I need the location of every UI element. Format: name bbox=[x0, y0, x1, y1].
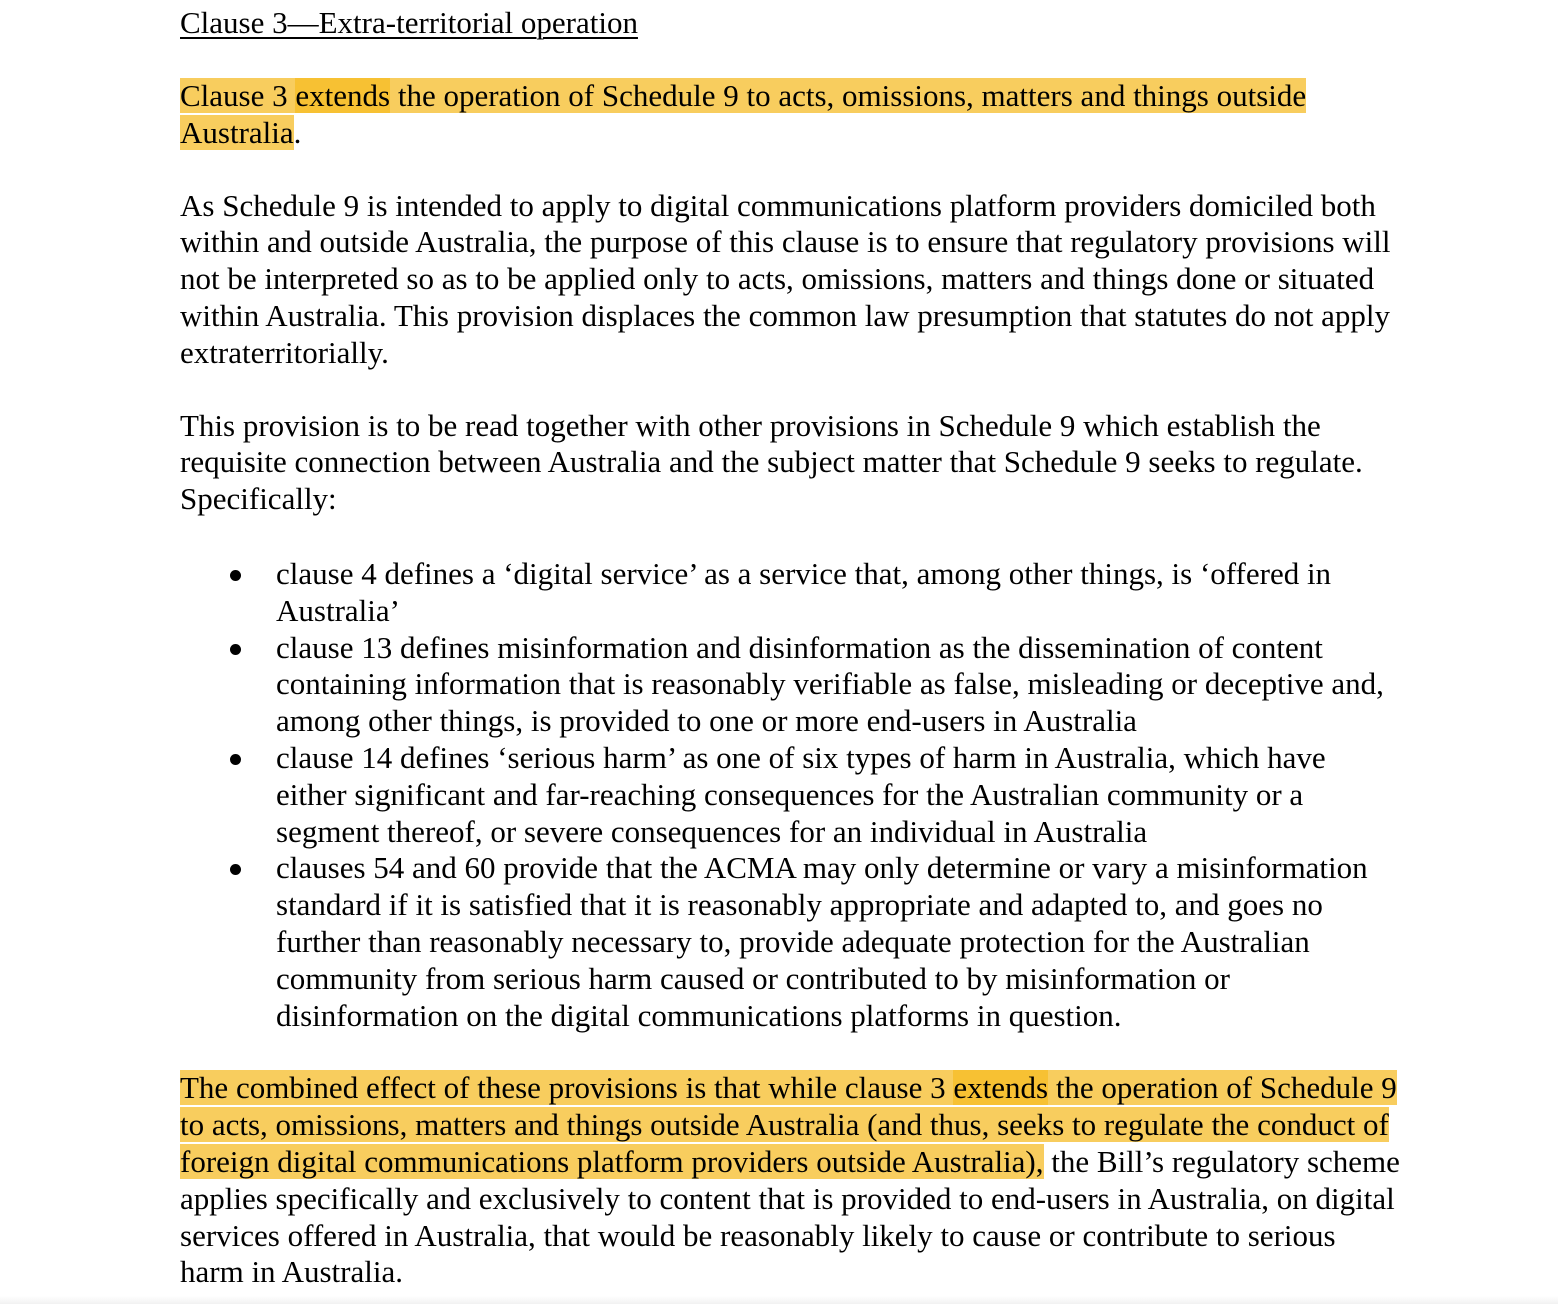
list-item bbox=[180, 556, 1400, 630]
bottom-edge-shadow bbox=[0, 1296, 1558, 1304]
section-heading: Clause 3—Extra-territorial operation bbox=[180, 5, 638, 40]
bullet-icon bbox=[230, 644, 241, 655]
list-item-text: clauses 54 and 60 provide that the ACMA may only determine or vary a misinformation standard if it is satisfied that it is reasonably appropriate and adapted to, and goes no further than reasonably necessary to, provide adequate protection for the Australian community from serious harm caused or contributed to by misinformation or disinformation on the digital communications platforms in question. bbox=[276, 850, 1368, 1033]
list-item bbox=[180, 850, 1400, 1034]
bullet-icon bbox=[230, 570, 241, 581]
provisions-list bbox=[180, 556, 1400, 1034]
highlighted-text: the operation of Schedule 9 to acts, omissions, matters and things outside Australia bbox=[180, 78, 1307, 150]
paragraph-tail: the Bill’s regulatory scheme applies specifically and exclusively to content that is provided to end-users in Australia, on digital services offered in Australia, that would be reasonably likely to cause or contribute to serious harm in Australia. bbox=[180, 1143, 1400, 1290]
paragraph-purpose: As Schedule 9 is intended to apply to digital communications platform providers domiciled both within and outside Australia, the purpose of this clause is to ensure that regulatory provisions will not be interpreted so as to be applied only to acts, omissions, matters and things done or situated within Australia. This provision displaces the common law presumption that statutes do not apply extraterritorially. bbox=[180, 187, 1391, 370]
paragraph-clause-3-summary bbox=[180, 78, 1400, 152]
bullet-icon bbox=[230, 754, 241, 765]
highlighted-keyword-extends: extends bbox=[953, 1070, 1049, 1106]
list-item bbox=[180, 740, 1400, 850]
list-item bbox=[180, 630, 1400, 740]
highlighted-text: Clause 3 bbox=[180, 78, 296, 113]
bullet-icon bbox=[230, 864, 241, 875]
highlighted-text: The combined effect of these provisions is that while clause 3 bbox=[180, 1070, 954, 1106]
paragraph-read-together: This provision is to be read together with other provisions in Schedule 9 which establish the requisite connection between Australia and the subject matter that Schedule 9 seeks to regulate. Specifically: bbox=[180, 407, 1363, 517]
document-page bbox=[180, 4, 1400, 1291]
list-item-text: clause 4 defines a ‘digital service’ as a service that, among other things, is ‘offered in Australia’ bbox=[276, 555, 1332, 628]
list-item-text: clause 13 defines misinformation and disinformation as the dissemination of content containing information that is reasonably verifiable as false, misleading or deceptive and, among other things, is provided to one or more end-users in Australia bbox=[276, 629, 1384, 739]
highlighted-keyword-extends: extends bbox=[295, 78, 391, 113]
highlighted-text: the operation of Schedule 9 to acts, omissions, matters and things outside Australia (and thus, seeks to regulate the conduct of foreign digital communications platform providers outside Australia), bbox=[180, 1070, 1397, 1179]
paragraph-combined-effect bbox=[180, 1070, 1400, 1291]
paragraph-tail: . bbox=[293, 114, 302, 150]
list-item-text: clause 14 defines ‘serious harm’ as one of six types of harm in Australia, which have either significant and far-reaching consequences for the Australian community or a segment thereof, or severe consequences for an individual in Australia bbox=[276, 739, 1326, 849]
